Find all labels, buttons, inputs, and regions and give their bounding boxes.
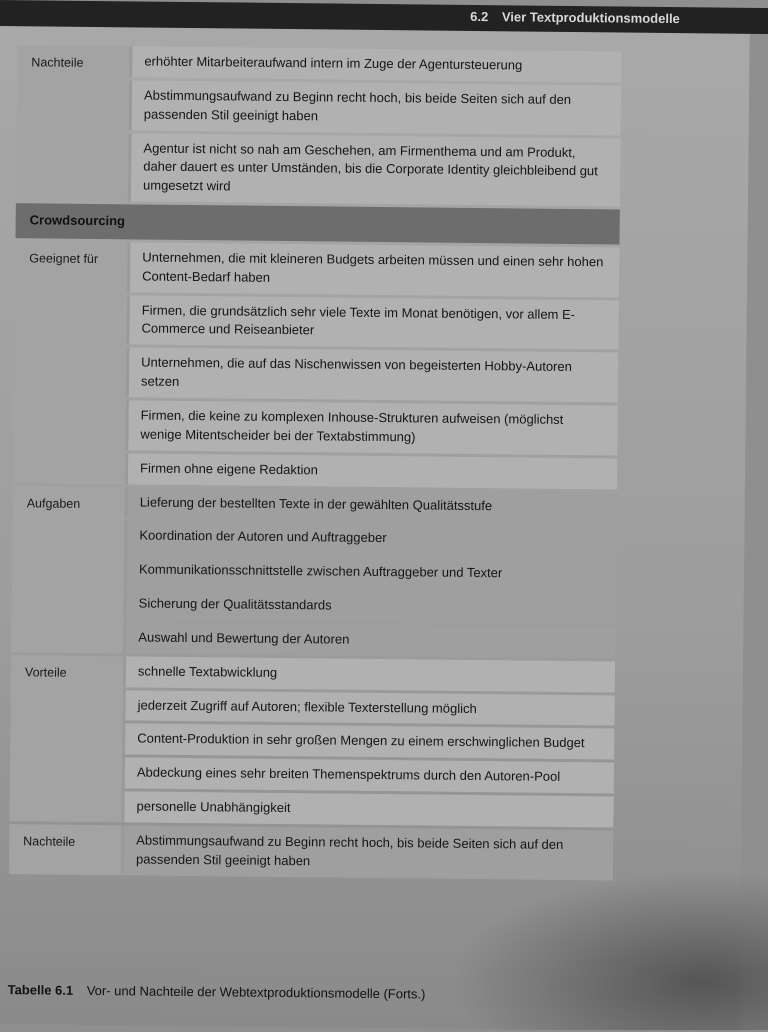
table-cell: Sicherung der Qualitätsstandards [124,588,616,624]
row-label: Nachteile [16,45,130,201]
table-cell: erhöhter Mitarbeiteraufwand intern im Zuge der Agentursteuerung [129,46,621,82]
table-cell: Unternehmen, die mit kleineren Budgets arbeiten müssen und einen sehr hohen Content-Bedarf haben [127,242,619,297]
row-label: Aufgaben [11,486,125,653]
running-header [470,9,680,26]
chapter-title: Vier Textproduktionsmodelle [501,9,680,27]
row-label: Geeignet für [13,241,128,484]
table-cell: Abstimmungsaufwand zu Beginn recht hoch, bis beide Seiten sich auf den passenden Stil geeinigt haben [121,825,613,880]
table-cell: Agentur ist nicht so nah am Geschehen, am Firmenthema und am Produkt, daher dauert es unter Umständen, bis die Corporate Identity gleichbleibend gut umgesetzt wird [128,133,621,207]
table-caption [8,982,426,1001]
table-cell: jederzeit Zugriff auf Autoren; flexible Texterstellung möglich [122,690,614,726]
table-cell: Lieferung der bestellten Texte in der gewählten Qualitätsstufe [125,487,617,523]
table-cell: Auswahl und Bewertung der Autoren [123,622,615,658]
row-label: Nachteile [9,824,122,875]
table-row [11,655,615,692]
comparison-table [9,42,622,883]
section-header-row [16,203,620,244]
table-cell: Koordination der Autoren und Auftraggeber [124,521,616,557]
table-cell: Abstimmungsaufwand zu Beginn recht hoch, bis beide Seiten sich auf den passenden Stil geeinigt haben [129,80,621,135]
section-title: Crowdsourcing [16,203,620,244]
table-cell: Unternehmen, die auf das Nischenwissen von begeisterten Hobby-Autoren setzen [126,348,618,403]
table-row [13,486,617,523]
table-row [9,824,613,880]
table-cell: Content-Produktion in sehr großen Mengen zu einem erschwinglichen Budget [122,724,614,760]
row-label: Vorteile [9,655,123,822]
table-cell: Firmen, die grundsätzlich sehr viele Texte im Monat benötigen, vor allem E-Commerce und Reiseanbieter [126,295,618,350]
table-cell: Abdeckung eines sehr breiten Themenspektrums durch den Autoren-Pool [122,758,614,794]
chapter-number: 6.2 [470,8,489,25]
table-cell: schnelle Textabwicklung [123,656,615,692]
table-row [15,241,619,297]
table-cell: Kommunikationsschnittstelle zwischen Auftraggeber und Texter [124,555,616,591]
table-row [17,45,621,82]
table-cell: Firmen, die keine zu komplexen Inhouse-Strukturen aufweisen (möglichst wenige Mitentscheider bei der Textabstimmung) [125,400,617,455]
caption-text: Vor- und Nachteile der Webtextproduktionsmodelle (Forts.) [86,982,426,1002]
caption-label: Tabelle 6.1 [7,982,74,998]
table-cell: personelle Unabhängigkeit [121,791,613,827]
table-cell: Firmen ohne eigene Redaktion [125,453,617,489]
